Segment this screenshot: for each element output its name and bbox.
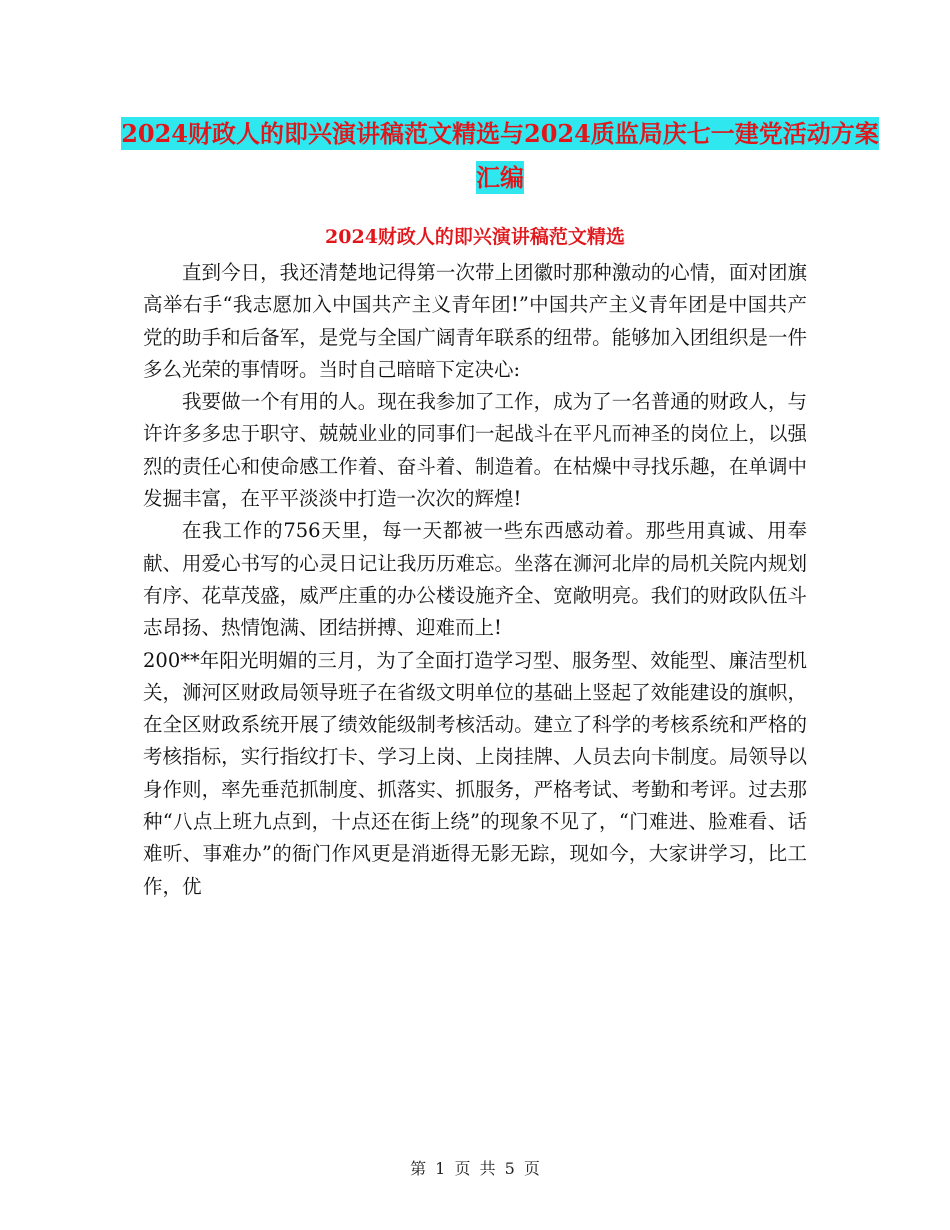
paragraph-1: 直到今日，我还清楚地记得第一次带上团徽时那种激动的心情，面对团旗高举右手“我志愿加入中国共产主义青年团!”中国共产主义青年团是中国共产党的助手和后备军，是党与全国广阔青年联系的纽带。能够加入团组织是一件多么光荣的事情呀。当时自己暗暗下定决心: — [143, 261, 807, 381]
section-title: 2024财政人的即兴演讲稿范文精选 — [325, 226, 625, 248]
paragraph-2: 我要做一个有用的人。现在我参加了工作，成为了一名普通的财政人，与许许多多忠于职守、兢兢业业的同事们一起战斗在平凡而神圣的岗位上，以强烈的责任心和使命感工作着、奋斗着、制造着。在枯燥中寻找乐趣，在单调中发掘丰富，在平平淡淡中打造一次次的辉煌! — [143, 390, 807, 511]
paragraph-3: 在我工作的756天里，每一天都被一些东西感动着。那些用真诚、用奉献、用爱心书写的心灵日记让我历历难忘。坐落在浉河北岸的局机关院内规划有序、花草茂盛，威严庄重的办公楼设施齐全、宽敞明亮。我们的财政队伍斗志昂扬、热情饱满、团结拼搏、迎难而上! — [143, 519, 807, 640]
document-title-text: 2024财政人的即兴演讲稿范文精选与2024质监局庆七一建党活动方案汇编 — [121, 119, 879, 192]
page-footer: 第 1 页 共 5 页 — [410, 1159, 540, 1178]
document-body — [143, 257, 807, 903]
paragraph-4: 200**年阳光明媚的三月，为了全面打造学习型、服务型、效能型、廉洁型机关，浉河区财政局领导班子在省级文明单位的基础上竖起了效能建设的旗帜，在全区财政系统开展了绩效能级制考核活动。建立了科学的考核系统和严格的考核指标，实行指纹打卡、学习上岗、上岗挂牌、人员去向卡制度。局领导以身作则，率先垂范抓制度、抓落实、抓服务，严格考试、考勤和考评。过去那种“八点上班九点到，十点还在街上绕”的现象不见了，“门难进、脸难看、话难听、事难办”的衙门作风更是消逝得无影无踪，现如今，大家讲学习，比工作，优 — [143, 648, 807, 898]
document-title — [120, 112, 880, 200]
